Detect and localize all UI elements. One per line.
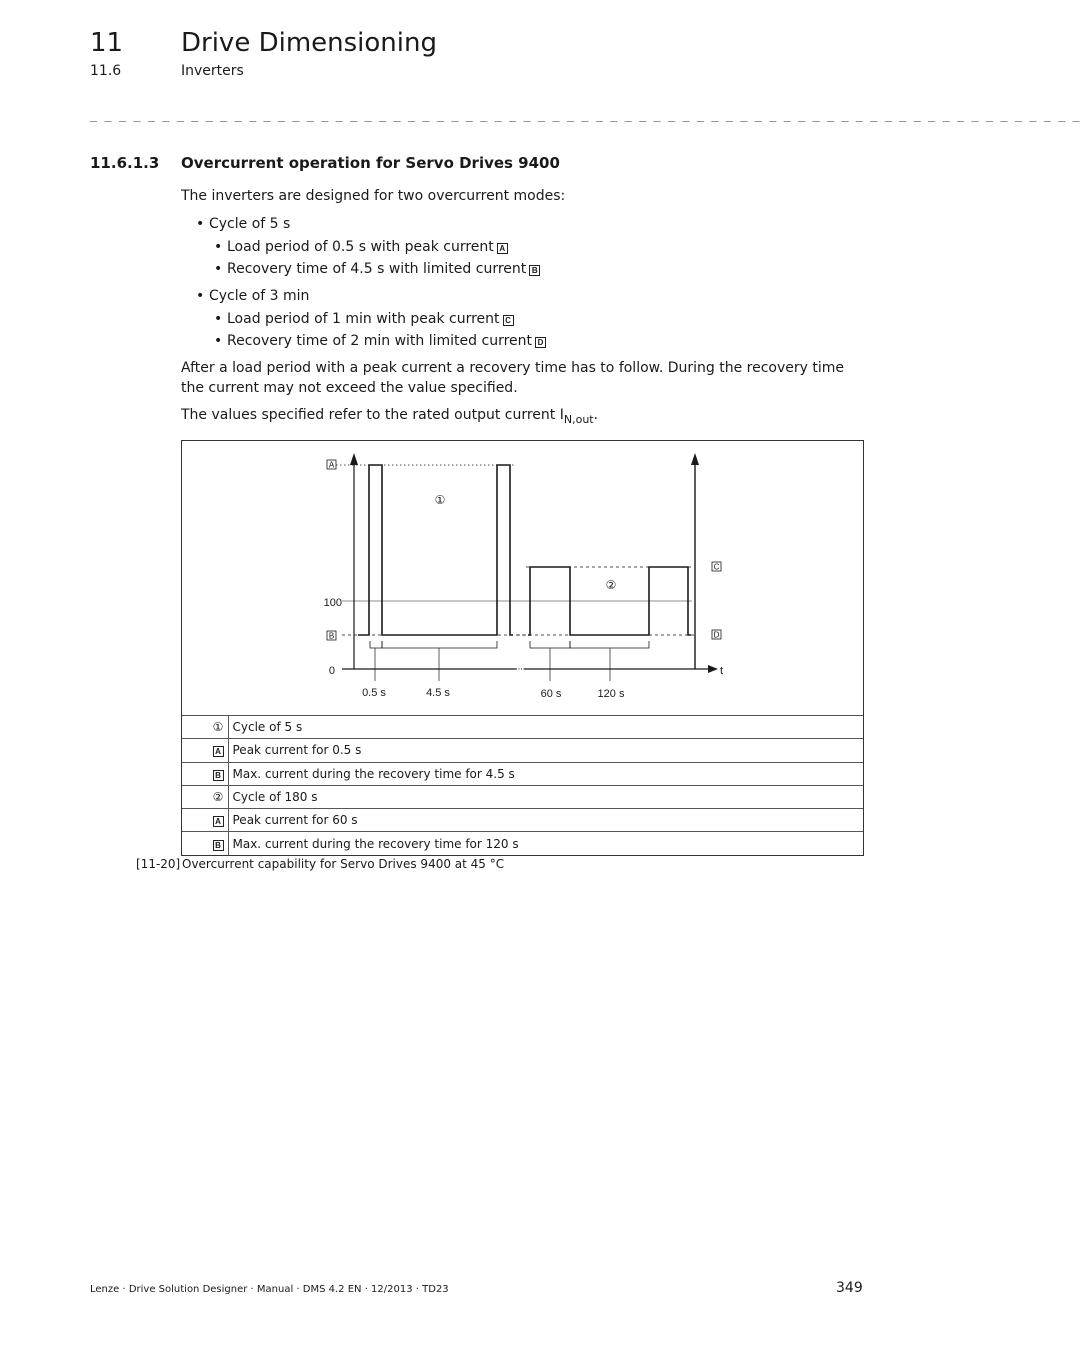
y-label-0: 0 — [328, 665, 335, 677]
mark-d-icon: D — [535, 337, 546, 348]
bullet-cycle-2-load: • Load period of 1 min with peak current C — [214, 309, 514, 329]
table-row — [182, 762, 863, 785]
y-label-100: 100 — [323, 597, 342, 609]
mark-c-icon: C — [503, 315, 514, 326]
table-row — [182, 832, 863, 855]
intro-text: The inverters are designed for two overcurrent modes: — [181, 188, 566, 204]
subsection-title: Overcurrent operation for Servo Drives 9400 — [181, 154, 560, 172]
paragraph-recovery: After a load period with a peak current a recovery time has to follow. During the recovery time the current may not exceed the value specified. — [181, 360, 844, 396]
section-number: 11.6 — [90, 63, 122, 79]
box-b-icon: B — [213, 770, 224, 781]
page-footer: Lenze · Drive Solution Designer · Manual · DMS 4.2 EN · 12/2013 · TD23 — [90, 1284, 449, 1295]
bracket-60s — [530, 641, 570, 648]
marker-cycle-1: ① — [434, 493, 446, 507]
legend-text: Max. current during the recovery time for 4.5 s — [228, 762, 863, 785]
rated-current-subscript: N,out — [563, 412, 594, 426]
figure-caption-number: [11-20] — [136, 857, 181, 871]
time-label-120s: 120 s — [597, 688, 625, 700]
cycle-1-waveform — [358, 465, 513, 635]
overcurrent-figure — [181, 440, 864, 856]
bullet-cycle-1-recovery: • Recovery time of 4.5 s with limited current B — [214, 259, 540, 279]
legend-text: Cycle of 5 s — [228, 716, 863, 739]
bullet-cycle-1: • Cycle of 5 s — [196, 216, 291, 232]
chapter-number: 11 — [90, 28, 124, 58]
bullet-cycle-2-load-text: Load period of 1 min with peak current — [227, 311, 500, 327]
legend-symbol — [182, 832, 228, 855]
table-row — [182, 739, 863, 762]
legend-symbol — [182, 809, 228, 832]
legend-text: Peak current for 0.5 s — [228, 739, 863, 762]
legend-symbol — [182, 762, 228, 785]
chapter-title: Drive Dimensioning — [181, 28, 437, 58]
bullet-cycle-2-text: Cycle of 3 min — [209, 288, 310, 304]
label-a: A — [328, 460, 335, 470]
legend-text: Cycle of 180 s — [228, 785, 863, 808]
paragraph-rated-current — [181, 405, 865, 430]
mark-b-icon: B — [529, 265, 540, 276]
rated-current-text: The values specified refer to the rated output current I — [181, 407, 564, 423]
box-a-icon: A — [213, 746, 224, 757]
figure-caption-text: Overcurrent capability for Servo Drives 9400 at 45 °C — [182, 857, 505, 871]
x-axis-arrow-icon — [708, 665, 718, 673]
time-label-0-5s: 0.5 s — [362, 687, 386, 699]
table-row — [182, 809, 863, 832]
bullet-cycle-1-load-text: Load period of 0.5 s with peak current — [227, 239, 494, 255]
bullet-cycle-1-recovery-text: Recovery time of 4.5 s with limited current — [227, 261, 527, 277]
time-label-4-5s: 4.5 s — [426, 687, 450, 699]
x-label-t: t — [720, 665, 724, 677]
bullet-cycle-2-recovery-text: Recovery time of 2 min with limited current — [227, 333, 532, 349]
mark-a-icon: A — [497, 243, 508, 254]
box-a-icon: A — [213, 816, 224, 827]
overcurrent-diagram — [182, 441, 863, 715]
label-d: D — [713, 630, 720, 640]
legend-symbol — [182, 739, 228, 762]
section-title: Inverters — [181, 63, 244, 79]
subsection-number: 11.6.1.3 — [90, 154, 160, 172]
bullet-cycle-2-recovery: • Recovery time of 2 min with limited current D — [214, 331, 546, 351]
bracket-0-5s — [370, 641, 382, 648]
bullet-cycle-1-load: • Load period of 0.5 s with peak current A — [214, 237, 508, 257]
marker-cycle-2: ② — [605, 578, 617, 592]
legend-text: Max. current during the recovery time for 120 s — [228, 832, 863, 855]
label-c: C — [713, 562, 720, 572]
bullet-cycle-1-text: Cycle of 5 s — [209, 216, 291, 232]
table-row — [182, 716, 863, 739]
right-axis-arrow-icon — [691, 453, 699, 465]
time-label-60s: 60 s — [540, 688, 562, 700]
y-axis-arrow-icon — [350, 453, 358, 465]
legend-symbol — [182, 785, 228, 808]
bracket-4-5s — [382, 641, 497, 648]
legend-symbol — [182, 716, 228, 739]
bullet-cycle-2: • Cycle of 3 min — [196, 288, 310, 304]
circle-2-icon: ② — [212, 790, 224, 805]
rated-current-period: . — [593, 407, 599, 423]
label-b: B — [328, 631, 335, 641]
bracket-120s — [570, 641, 649, 648]
legend-text: Peak current for 60 s — [228, 809, 863, 832]
box-b-icon: B — [213, 840, 224, 851]
legend-table — [182, 715, 863, 855]
header-divider: _ _ _ _ _ _ _ _ _ _ _ _ _ _ _ _ _ _ _ _ _ _ _ _ _ _ _ _ _ _ _ _ _ _ _ _ _ _ _ _ _ _ _ _ _ _ _ _ _ _ _ _ _ _ _ _ _ _ _ _ _ _ _ _ _ _ _ _ _ — [90, 108, 1080, 122]
table-row — [182, 785, 863, 808]
circle-1-icon: ① — [212, 720, 224, 735]
page-number: 349 — [836, 1280, 863, 1296]
